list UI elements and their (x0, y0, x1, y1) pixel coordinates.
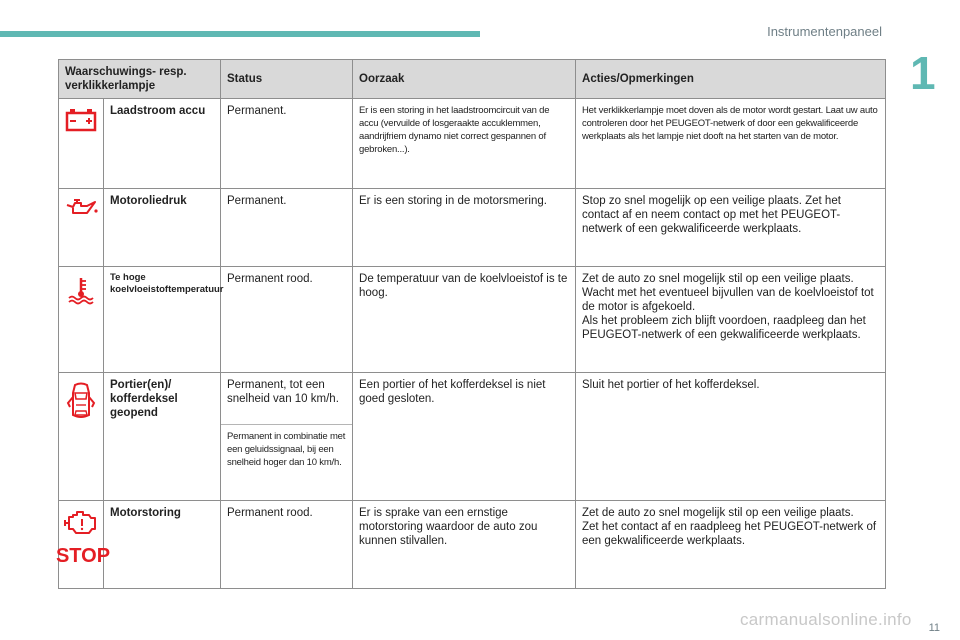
header-accent-bar (0, 31, 480, 37)
icon-cell (59, 189, 104, 267)
status-text: Permanent, tot een snelheid van 10 km/h. (221, 373, 353, 425)
action-line: Zet de auto zo snel mogelijk stil op een veilige plaats. (582, 273, 854, 285)
table-row (59, 501, 886, 589)
action-text (576, 501, 886, 589)
lamp-name: Laadstroom accu (104, 99, 221, 189)
lamp-name: Motoroliedruk (104, 189, 221, 267)
action-text: Stop zo snel mogelijk op een veilige plaats. Zet het contact af en neem contact op met het PEUGEOT-netwerk of een gekwalificeerde werkplaats. (576, 189, 886, 267)
column-header-cause: Oorzaak (353, 60, 576, 99)
icon-cell (59, 373, 104, 501)
action-line: Wacht met het eventueel bijvullen van de koelvloeistof tot de motor is afgekoeld. (582, 287, 874, 313)
section-title: Instrumentenpaneel (767, 24, 882, 39)
action-text: Het verklikkerlampje moet doven als de motor wordt gestart. Laat uw auto controleren door het PEUGEOT-netwerk of door een gekwalificeerde werkplaats als het lampje niet dooft na het starten van de motor. (576, 99, 886, 189)
status-extra-text: Permanent in combinatie met een geluidssignaal, bij een snelheid hoger dan 10 km/h. (221, 425, 353, 501)
warning-lights-table (55, 59, 886, 589)
cause-text: De temperatuur van de koelvloeistof is te hoog. (353, 267, 576, 373)
table-row (59, 189, 886, 267)
status-text: Permanent rood. (221, 501, 353, 589)
status-text: Permanent. (221, 99, 353, 189)
coolant-temperature-icon (66, 275, 96, 305)
lamp-name: Motorstoring (104, 501, 221, 589)
door-open-icon (66, 381, 96, 421)
icon-cell (59, 99, 104, 189)
status-text: Permanent. (221, 189, 353, 267)
icon-cell (55, 501, 111, 589)
lamp-name: Te hoge koelvloeistoftemperatuur (104, 267, 221, 373)
action-line: Zet de auto zo snel mogelijk stil op een veilige plaats. (582, 507, 854, 519)
table-row (59, 373, 886, 425)
stop-icon (55, 543, 111, 567)
lamp-name: Portier(en)/ kofferdeksel geopend (104, 373, 221, 501)
battery-icon (64, 107, 98, 133)
action-line: Als het probleem zich blijft voordoen, raadpleeg dan het PEUGEOT-netwerk of een gekwalificeerde werkplaats. (582, 315, 866, 341)
column-header-lamp: Waarschuwings- resp. verklikkerlampje (59, 60, 221, 99)
action-text (576, 267, 886, 373)
cause-text: Er is een storing in het laadstroomcircuit van de accu (vervuilde of losgeraakte accuklemmen, aandrijfriem dynamo niet correct gespannen of gebroken...). (353, 99, 576, 189)
table-row (59, 99, 886, 189)
cause-text: Een portier of het kofferdeksel is niet goed gesloten. (353, 373, 576, 501)
page-number: 11 (928, 622, 940, 634)
column-header-status: Status (221, 60, 353, 99)
engine-fault-icon (63, 509, 99, 535)
cause-text: Er is sprake van een ernstige motorstoring waardoor de auto zou kunnen stilvallen. (353, 501, 576, 589)
action-text: Sluit het portier of het kofferdeksel. (576, 373, 886, 501)
status-text: Permanent rood. (221, 267, 353, 373)
oil-can-icon (63, 197, 99, 219)
table-header-row (59, 60, 886, 99)
action-line: Zet het contact af en raadpleeg het PEUGEOT-netwerk of een gekwalificeerde werkplaats. (582, 521, 877, 547)
cause-text: Er is een storing in de motorsmering. (353, 189, 576, 267)
stop-label: STOP (55, 545, 111, 567)
icon-cell (59, 267, 104, 373)
watermark: carmanualsonline.info (740, 610, 912, 629)
column-header-actions: Acties/Opmerkingen (576, 60, 886, 99)
chapter-number: 1 (910, 47, 936, 99)
table-row (59, 267, 886, 373)
